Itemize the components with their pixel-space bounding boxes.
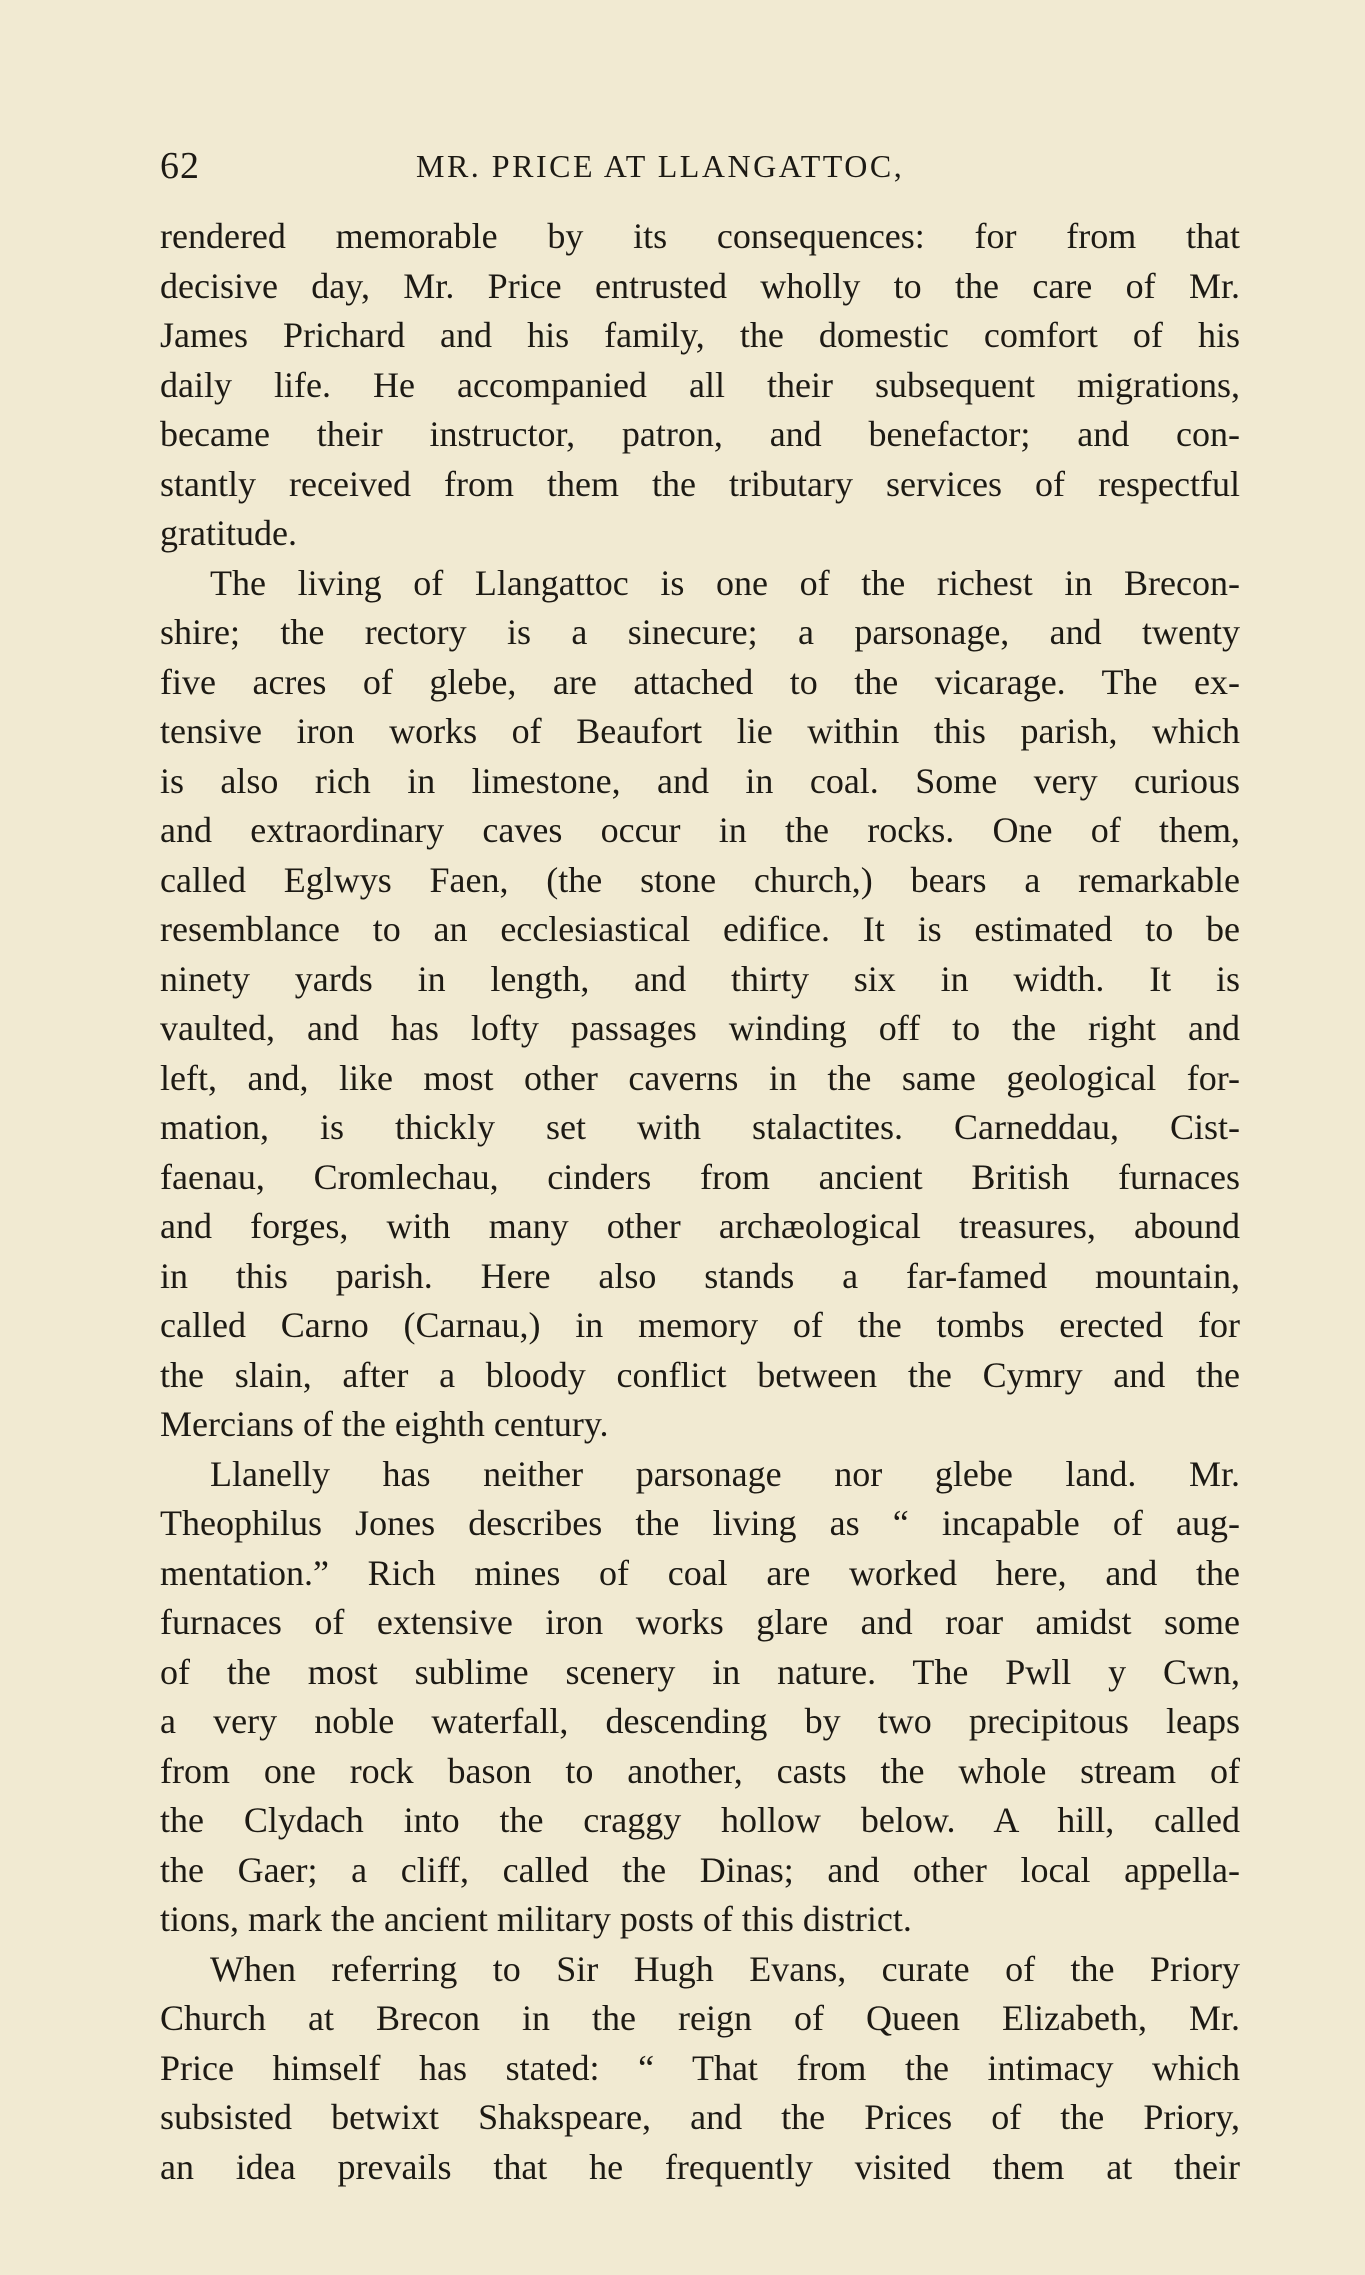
text-line: is also rich in limestone, and in coal. Some very curious [160,760,1240,801]
text-line: furnaces of extensive iron works glare and roar amidst some [160,1602,1240,1642]
text-line: called Carno (Carnau,) in memory of the tombs erected for [160,1305,1240,1345]
text-line: subsisted betwixt Shakspeare, and the Prices of the Priory, [160,2097,1240,2137]
text-line: tions, mark the ancient military posts of this district. [160,1899,912,1939]
text-line: left, and, like most other caverns in the same geological for- [160,1057,1240,1098]
page-header [156,144,1236,204]
text-line: in this parish. Here also stands a far-famed mountain, [160,1255,1240,1296]
text-line: mentation.” Rich mines of coal are worked here, and the [160,1552,1240,1593]
text-line: Church at Brecon in the reign of Queen Elizabeth, Mr. [160,1998,1240,2038]
text-line: vaulted, and has lofty passages winding off to the right and [160,1008,1240,1048]
text-line: became their instructor, patron, and benefactor; and con- [160,414,1240,454]
text-line: gratitude. [160,513,297,553]
text-line: from one rock bason to another, casts the whole stream of [160,1750,1240,1791]
text-line: and extraordinary caves occur in the rocks. One of them, [160,810,1240,850]
text-line: stantly received from them the tributary services of respectful [160,463,1240,504]
text-line: five acres of glebe, are attached to the vicarage. The ex- [160,661,1240,702]
paragraph-start-line: When referring to Sir Hugh Evans, curate of the Priory [210,1948,1240,1989]
page-number: 62 [160,145,200,187]
text-line: tensive iron works of Beaufort lie within this parish, which [160,711,1240,751]
paragraph-start-line: Llanelly has neither parsonage nor glebe land. Mr. [210,1453,1240,1494]
text-line: a very noble waterfall, descending by two precipitous leaps [160,1701,1240,1741]
text-line: decisive day, Mr. Price entrusted wholly to the care of Mr. [160,265,1240,306]
text-line: shire; the rectory is a sinecure; a parsonage, and twenty [160,612,1240,652]
text-line: mation, is thickly set with stalactites. Carneddau, Cist- [160,1107,1240,1147]
text-line: daily life. He accompanied all their subsequent migrations, [160,364,1240,405]
paragraph-start-line: The living of Llangattoc is one of the richest in Brecon- [210,562,1240,603]
text-line: ninety yards in length, and thirty six in width. It is [160,958,1240,999]
text-line: resemblance to an ecclesiastical edifice. It is estimated to be [160,909,1240,949]
text-line: called Eglwys Faen, (the stone church,) bears a remarkable [160,859,1240,900]
text-line: Price himself has stated: “ That from the intimacy which [160,2047,1240,2088]
body-text [160,212,1240,2192]
text-line: rendered memorable by its consequences: for from that [160,216,1240,256]
text-line: faenau, Cromlechau, cinders from ancient British furnaces [160,1156,1240,1197]
text-line: James Prichard and his family, the domestic comfort of his [160,315,1240,355]
text-line: an idea prevails that he frequently visited them at their [160,2146,1240,2187]
text-line: of the most sublime scenery in nature. The Pwll y Cwn, [160,1651,1240,1692]
text-line: Mercians of the eighth century. [160,1404,609,1444]
running-head: MR. PRICE AT LLANGATTOC, [416,148,905,184]
text-line: the slain, after a bloody conflict between the Cymry and the [160,1354,1240,1395]
text-line: Theophilus Jones describes the living as “ incapable of aug- [160,1503,1240,1543]
text-line: and forges, with many other archæological treasures, abound [160,1206,1240,1246]
text-line: the Gaer; a cliff, called the Dinas; and other local appella- [160,1849,1240,1890]
text-line: the Clydach into the craggy hollow below. A hill, called [160,1800,1240,1840]
